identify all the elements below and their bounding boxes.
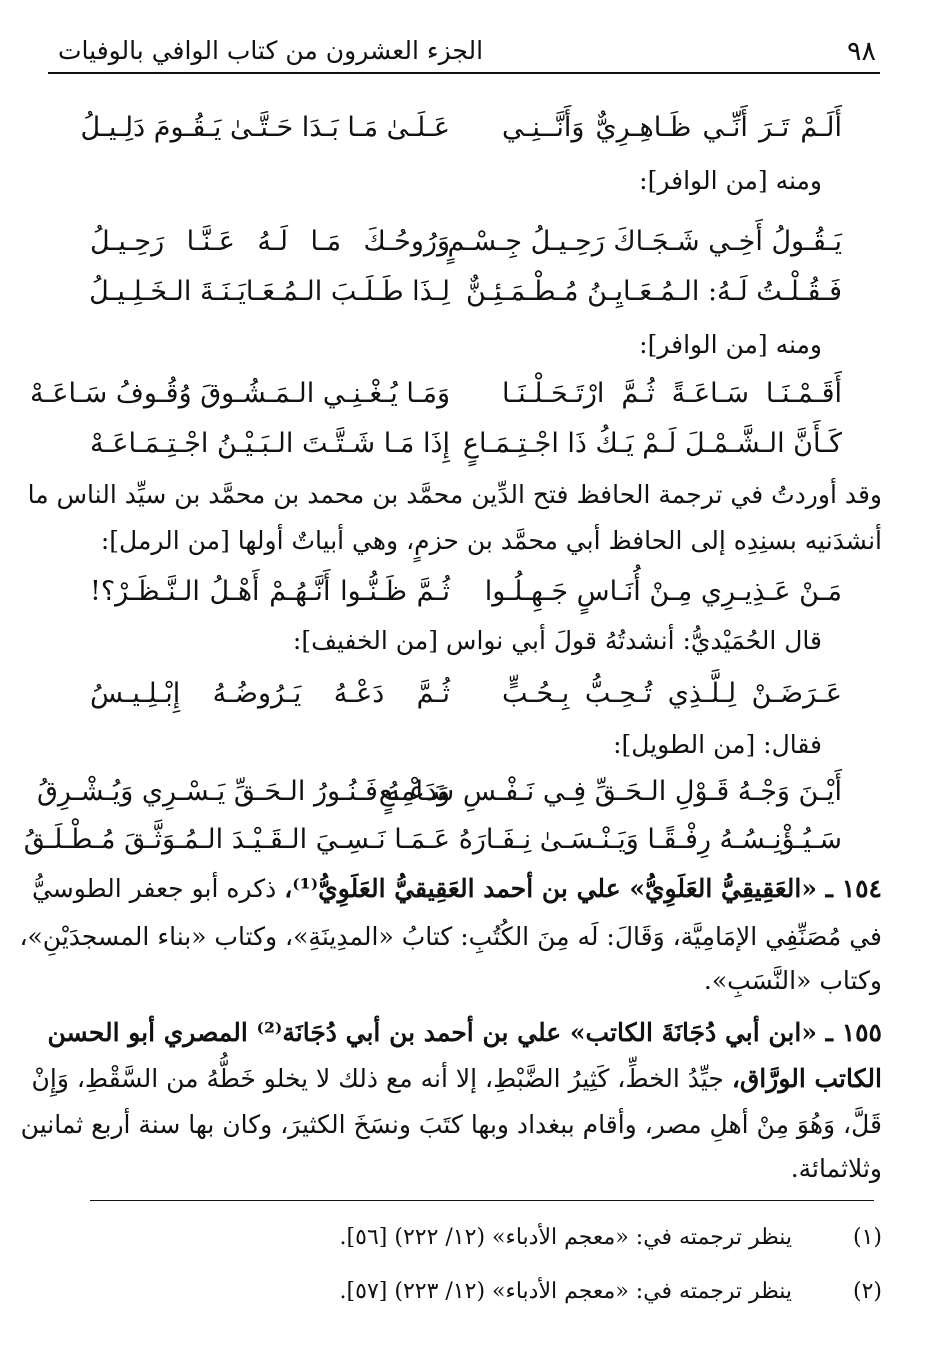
meter-intro: ومنه [من الوافر]: — [639, 166, 822, 195]
footnote-text: ينظر ترجمته في: «معجم الأدباء» (١٢/ ٢٢٢) [٥٦]. — [339, 1225, 792, 1250]
verse-hemistich-first: عَـرَضَـنْ لِـلَّـذِي تُـحِـبُّ بِـحُـبٍّ — [502, 678, 842, 709]
verse-hemistich-second: وَدَعْـهُ فَـنُـورُ الـحَـقِّ يَـسْـرِي وَيُـشْـرِقُ — [36, 776, 450, 807]
verse-hemistich-second: إِذَا مَـا شَـتَّـتَ الـبَـيْـنُ اجْـتِـمَـاعَـهْ — [90, 428, 450, 459]
footnote-number: (٢) — [852, 1279, 882, 1304]
entry-155-line — [31, 1062, 882, 1096]
meter-intro: قال الحُمَيْديُّ: أنشدتُهُ قولَ أبي نواس [من الخفيف]: — [292, 626, 822, 655]
verse-hemistich-first: كَـأَنَّ الـشَّـمْـلَ لَـمْ يَـكُ ذَا اجْـتِـمَـاعٍ — [462, 428, 842, 459]
meter-intro: ومنه [من الوافر]: — [639, 330, 822, 359]
footnote-text: ينظر ترجمته في: «معجم الأدباء» (١٢/ ٢٢٣) [٥٧]. — [339, 1279, 792, 1304]
entry-154-line — [31, 872, 882, 906]
verse-hemistich-first: أَلَـمْ تَـرَ أَنِّـي ظَـاهِـرِيٌّ وَأَنَّــنِـي — [502, 112, 842, 143]
verse-hemistich-second: ثُـمَّ ظَـنُّـوا أَنَّـهُـمْ أَهْـلُ الـنَّـظَـرْ؟! — [90, 576, 450, 607]
entry-154-heading: ١٥٤ ـ «العَقِيقِيُّ العَلَوِيُّ» علي بن أحمد العَقِيقيُّ العَلَوِيُّ⁽¹⁾، — [284, 874, 882, 903]
paragraph-line: أنشدَنيه بسنِدِه إلى الحافظ أبي محمَّد بن حزمٍ، وهي أبياتٌ أولها [من الرمل]: — [100, 526, 882, 555]
verse-line — [23, 820, 842, 860]
verse-hemistich-second: لِـذَا طَـلَـبَ الـمُـعَـايَـنَـةَ الـخَـلِـيـلُ — [89, 276, 450, 307]
footnote-divider — [90, 1200, 874, 1201]
verse-line — [90, 424, 842, 464]
verse-hemistich-first: أَيْـنَ وَجْـهُ قَـوْلِ الـحَـقِّ فِـي نَـفْـسِ سَـامِـعٍ — [378, 776, 842, 807]
verse-line — [30, 374, 842, 414]
verse-hemistich-second: عَـمَـا نَـسِـيَ الـقَـيْـدَ الـمُـوَثَّـقَ مُـطْـلَـقُ — [23, 824, 450, 855]
entry-155-heading: ١٥٥ ـ «ابن أبي دُجَانَةَ الكاتب» علي بن أحمد بن أبي دُجَانَة⁽²⁾ المصري أبو الحسن — [47, 1018, 882, 1047]
entry-154-text: ذكره أبو جعفر الطوسيُّ — [31, 874, 277, 903]
verse-hemistich-second: وَرُوحُـكَ مَـا لَـهُ عَـنَّـا رَحِـيـلُ — [90, 226, 450, 257]
paragraph-line: وقد أوردتُ في ترجمة الحافظ فتح الدِّين محمَّد بن محمد بن محمَّد بن سيِّد الناس ما — [27, 480, 882, 509]
verse-hemistich-first: فَـقُـلْـتُ لَـهُ: الـمُـعَـايِـنُ مُـطْـمَـئِـنٌّ — [465, 276, 842, 307]
verse-hemistich-second: ثُـمَّ دَعْـهُ يَـرُوضُـهُ إِبْـلِـيـسُ — [90, 678, 450, 709]
verse-hemistich-first: يَـقُـولُ أَخِـي شَـجَـاكَ رَحِـيـلُ جِـسْـمٍ — [447, 226, 842, 257]
verse-line — [90, 572, 842, 612]
running-title: الجزء العشرون من كتاب الوافي بالوفيات — [58, 36, 484, 65]
page-number: ٩٨ — [846, 36, 876, 67]
entry-155-text: جيِّدُ الخطِّ، كَثِيرُ الضَّبْطِ، إلا أنه مع ذلك لا يخلو خَطُّهُ من السَّقْطِ، وَإِنْ — [31, 1064, 724, 1093]
verse-hemistich-first: أَقَـمْـنَـا سَـاعَـةً ثُـمَّ ارْتَـحَـلْـنَـا — [502, 378, 842, 409]
verse-hemistich-second: عَـلَـىٰ مَـا بَـدَا حَـتَّـىٰ يَـقُـومَ دَلِـيـلُ — [80, 112, 450, 143]
header-divider — [48, 72, 880, 74]
footnote-number: (١) — [852, 1225, 882, 1250]
verse-line — [80, 108, 842, 148]
verse-line — [90, 222, 842, 262]
entry-155-heading-cont: الكاتب الورَّاق، — [731, 1064, 882, 1093]
verse-line — [36, 772, 842, 812]
entry-154-line: وكتاب «النَّسَبِ». — [703, 966, 882, 995]
meter-intro: فقال: [من الطويل]: — [613, 730, 822, 759]
verse-line — [90, 272, 842, 312]
entry-155-line: قَلَّ، وَهُوَ مِنْ أهلِ مصر، وأقام ببغداد وبها كتَبَ ونسَخَ الكثيرَ، وكان بها سنة أربع ثمانين — [20, 1110, 882, 1139]
entry-155-line: وثلاثمائة. — [790, 1154, 882, 1183]
verse-hemistich-first: مَـنْ عَـذِيـرِي مِـنْ أُنَـاسٍ جَـهِـلُـوا — [484, 576, 842, 607]
verse-hemistich-second: وَمَـا يُـغْـنِـي الـمَـشُـوقَ وُقُـوفُ سَـاعَـهْ — [30, 378, 450, 409]
entry-154-line: في مُصَنِّفِي الإمَامِيَّة، وَقَالَ: لَه مِنَ الكُتُبِ: كتابُ «المدِينَةِ»، وكتاب «بناء المسجدَيْنِ»، — [19, 922, 882, 951]
page-header — [48, 30, 880, 74]
verse-line — [90, 674, 842, 714]
verse-hemistich-first: سَـيُـؤْنِـسُـهُ رِفْـقًـا وَيَـنْـسَـىٰ نِـفَـارَهُ — [458, 824, 842, 855]
